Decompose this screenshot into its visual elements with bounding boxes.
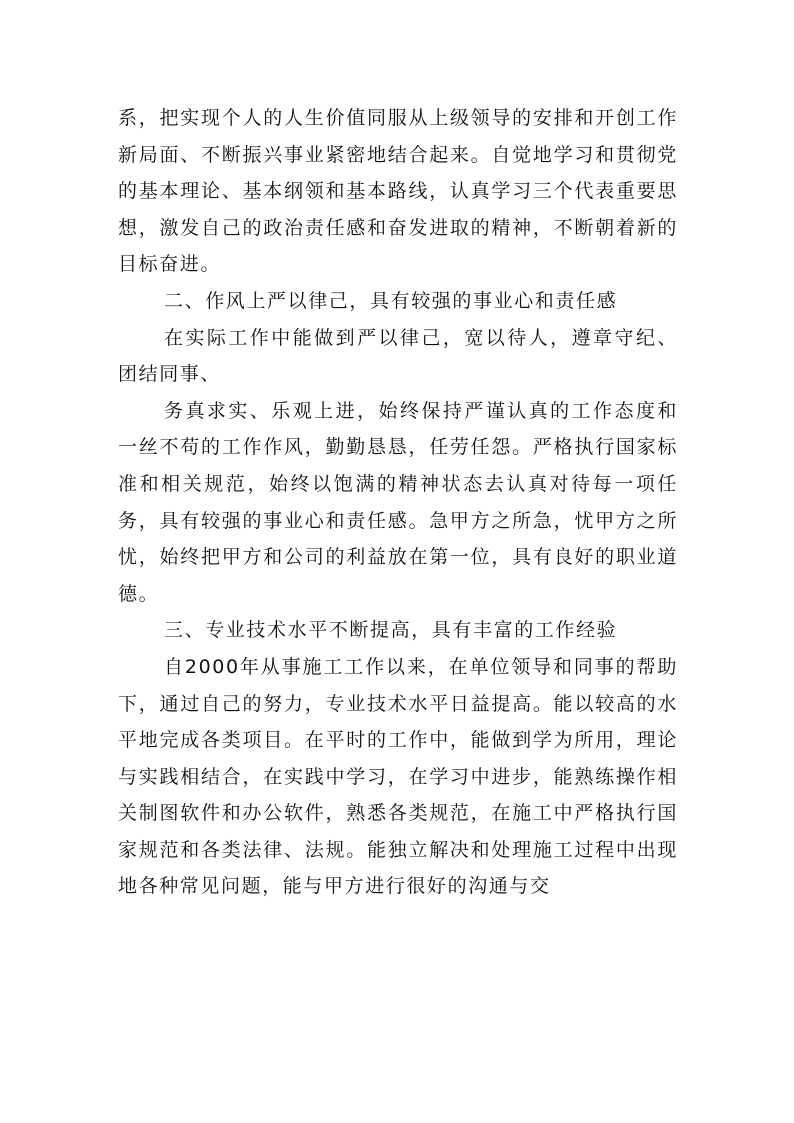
section-heading-3: 三、专业技术水平不断提高，具有丰富的工作经验 (164, 619, 618, 642)
section-heading-2: 二、作风上严以律己，具有较强的事业心和责任感 (164, 289, 618, 312)
paragraph-continuation: 系，把实现个人的人生价值同服从上级领导的安排和开创工作新局面、不断振兴事业紧密地结合起来。自觉地学习和贯彻党的基本理论、基本纲领和基本路线，认真学习三个代表重要思想，激发自己的政治责任感和奋发进取的精神，不断朝着新的目标奋进。 (118, 107, 678, 276)
paragraph: 务真求实、乐观上进，始终保持严谨认真的工作态度和一丝不苟的工作作风，勤勤恳恳，任劳任怨。严格执行国家标准和相关规范，始终以饱满的精神状态去认真对待每一项任务，具有较强的事业心和责任感。急甲方之所急，忧甲方之所忧，始终把甲方和公司的利益放在第一位，具有良好的职业道德。 (118, 399, 678, 605)
paragraph: 自2000年从事施工工作以来，在单位领导和同事的帮助下，通过自己的努力，专业技术水平日益提高。能以较高的水平地完成各类项目。在平时的工作中，能做到学为所用，理论与实践相结合，在实践中学习，在学习中进步，能熟练操作相关制图软件和办公软件，熟悉各类规范，在施工中严格执行国家规范和各类法律、法规。能独立解决和处理施工过程中出现地各种常见问题，能与甲方进行很好的沟通与交 (118, 655, 678, 898)
paragraph: 在实际工作中能做到严以律己，宽以待人，遵章守纪、团结同事、 (118, 326, 678, 386)
document-body (118, 100, 678, 905)
